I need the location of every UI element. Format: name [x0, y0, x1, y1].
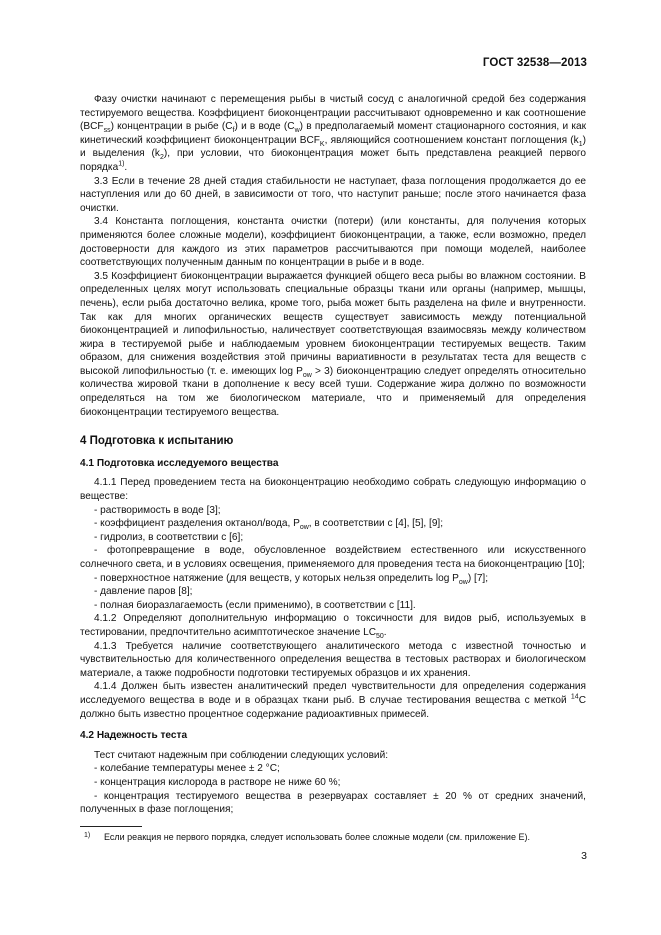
- paragraph-4-1-4: [80, 680, 586, 721]
- text-run: ) и в воде (C: [234, 121, 295, 133]
- document-body: [80, 93, 586, 817]
- list-item: - колебание температуры менее ± 2 °C;: [94, 763, 280, 775]
- list-item: - фотопревращение в воде, обусловленное воздействием естественного или искусственного солнечного света, и в условиях освещения, применяемого для проведения теста на биоконцентрацию [10];: [80, 545, 586, 570]
- text-run: 4.1.2 Определяют дополнительную информацию о токсичности для видов рыб, используемых в тестировании, предпочтительно асимптотическое значение LC: [80, 613, 586, 638]
- text-run: 4.1.4 Должен быть известен аналитический предел чувствительности для определения содержания исследуемого вещества в воде и в образцах ткани рыб. В случае тестирования вещества с меткой: [80, 681, 586, 706]
- text-run: - поверхностное натяжение (для веществ, у которых нельзя определить log P: [94, 572, 459, 584]
- subscript: f: [232, 127, 235, 135]
- footnote-text: Если реакция не первого порядка, следует использовать более сложные модели (см. приложение Е).: [104, 832, 530, 842]
- superscript: 14: [570, 693, 579, 701]
- subsection-heading-4-1: 4.1 Подготовка исследуемого вещества: [80, 457, 279, 469]
- text-run: ) [7];: [467, 572, 489, 584]
- text-run: 3.5 Коэффициент биоконцентрации выражается функцией общего веса рыбы во влажном состоянии. В определенных целях могут использовать специальные образцы ткани или органы (например, мышцы, печень), если рыба достаточно велика, кроме того, рыба может быть разделена на филе и внутренности. Так как для многих органических веществ существует зависимость между потенциальной биоконцентрацией и липофильностью, наличествует соответствующая взаимосвязь между количеством жира в тестируемой рыбе и наблюдаемым уровнем биоконцентрации тестируемых веществ. Таким образом, для снижения воздействия этой причины вариативности в результатах теста для веществ с высокой липофильностью (т. е. имеющих log P: [80, 270, 586, 377]
- subscript: 1: [578, 140, 583, 148]
- text-run: ) и выделения (k: [80, 134, 586, 160]
- subscript: 2: [159, 154, 164, 162]
- text-run: - коэффициент разделения октанол/вода, P: [94, 518, 300, 530]
- standard-header: ГОСТ 32538—2013: [482, 57, 587, 69]
- list-item: - полная биоразлагаемость (если применимо), в соответствии с [11].: [94, 599, 416, 611]
- list-item: - концентрация тестируемого вещества в резервуарах составляет ± 20 % от средних значений, полученных в фазе поглощения;: [80, 790, 586, 816]
- list-item: - давление паров [8];: [94, 586, 193, 598]
- paragraph-4-1-2: [80, 612, 586, 639]
- paragraph-3-4: 3.4 Константа поглощения, константа очистки (потери) (или константы, для получения которых применяются более сложные модели), коэффициент биоконцентрации, а также, если возможно, предел достоверности для каждого из этих параметров рассчитываются при помощи моделей, наиболее соответствующих полученным данным по концентрации в рыбе и в воде.: [80, 216, 586, 269]
- paragraph-depuration: [80, 93, 586, 175]
- list-item: - растворимость в воде [3];: [94, 504, 221, 516]
- subscript: ss: [103, 127, 111, 135]
- footnote-divider: [80, 826, 142, 827]
- text-run: ) в предполагаемый момент стационарного состояния, и как кинетический коэффициент биоконцентрации BCF: [80, 121, 586, 146]
- subscript: ow: [302, 371, 312, 379]
- paragraph-4-1-3: 4.1.3 Требуется наличие соответствующего аналитического метода с известной точностью и чувствительностью для количественного определения вещества в тестовых растворах и биологическом материале, а также подробности подготовки тестируемых образцов и их хранения.: [80, 640, 586, 679]
- text-run: ), при условии, что биоконцентрация может быть представлена реакцией первого порядка: [80, 148, 587, 173]
- paragraph-3-3: 3.3 Если в течение 28 дней стадия стабильности не наступает, фаза поглощения продолжается до ее наступления или до 60 дней, в зависимости от того, что наступит раньше; после этого начинается фаза очистки.: [80, 175, 586, 214]
- text-run: Фазу очистки начинают с перемещения рыбы в чистый сосуд с аналогичной средой без содержания тестируемого вещества. Коэффициент биоконцентрации рассчитывают одновременно и как соотношение (BCF: [80, 94, 586, 133]
- footnote-reference[interactable]: 1): [118, 160, 125, 168]
- subscript: w: [294, 127, 300, 135]
- footnote: [80, 830, 586, 843]
- list-item: - концентрация кислорода в растворе не ниже 60 %;: [94, 776, 341, 788]
- text-run: , являющийся соотношением констант поглощения (k: [324, 134, 579, 146]
- subscript: 50: [376, 632, 384, 640]
- text-run: .: [383, 626, 387, 638]
- subscript: ow: [299, 524, 309, 532]
- text-run: > 3) биоконцентрацию следует определять относительно количества жировой ткани в дополнение к весу всей туши. Содержание жира должно по возможности определяться на том же биологическом материале, что и применяемый для определения биоконцентрации тестируемого вещества.: [80, 365, 586, 418]
- list-item: - гидролиз, в соответствии с [6];: [94, 531, 244, 543]
- subscript: K: [319, 140, 325, 148]
- list-item: [80, 517, 586, 531]
- text-run: C должно быть известно процентное содержание радиоактивных примесей.: [80, 694, 586, 720]
- text-run: , в соответствии с [4], [5], [9];: [308, 518, 444, 530]
- text-run: ) концентрации в рыбе (C: [110, 121, 233, 133]
- page-number: 3: [581, 850, 587, 862]
- paragraph-3-5: [80, 270, 586, 420]
- paragraph-4-1-1: 4.1.1 Перед проведением теста на биоконцентрацию необходимо собрать следующую информацию о веществе:: [80, 477, 586, 503]
- subscript: ow: [458, 578, 468, 586]
- section-heading-4: 4 Подготовка к испытанию: [80, 435, 234, 448]
- list-item: [80, 572, 586, 586]
- footnote-mark: 1): [84, 832, 91, 839]
- text-run: .: [124, 161, 128, 173]
- paragraph-4-2: Тест считают надежным при соблюдении следующих условий:: [94, 749, 389, 761]
- subsection-heading-4-2: 4.2 Надежность теста: [80, 730, 188, 742]
